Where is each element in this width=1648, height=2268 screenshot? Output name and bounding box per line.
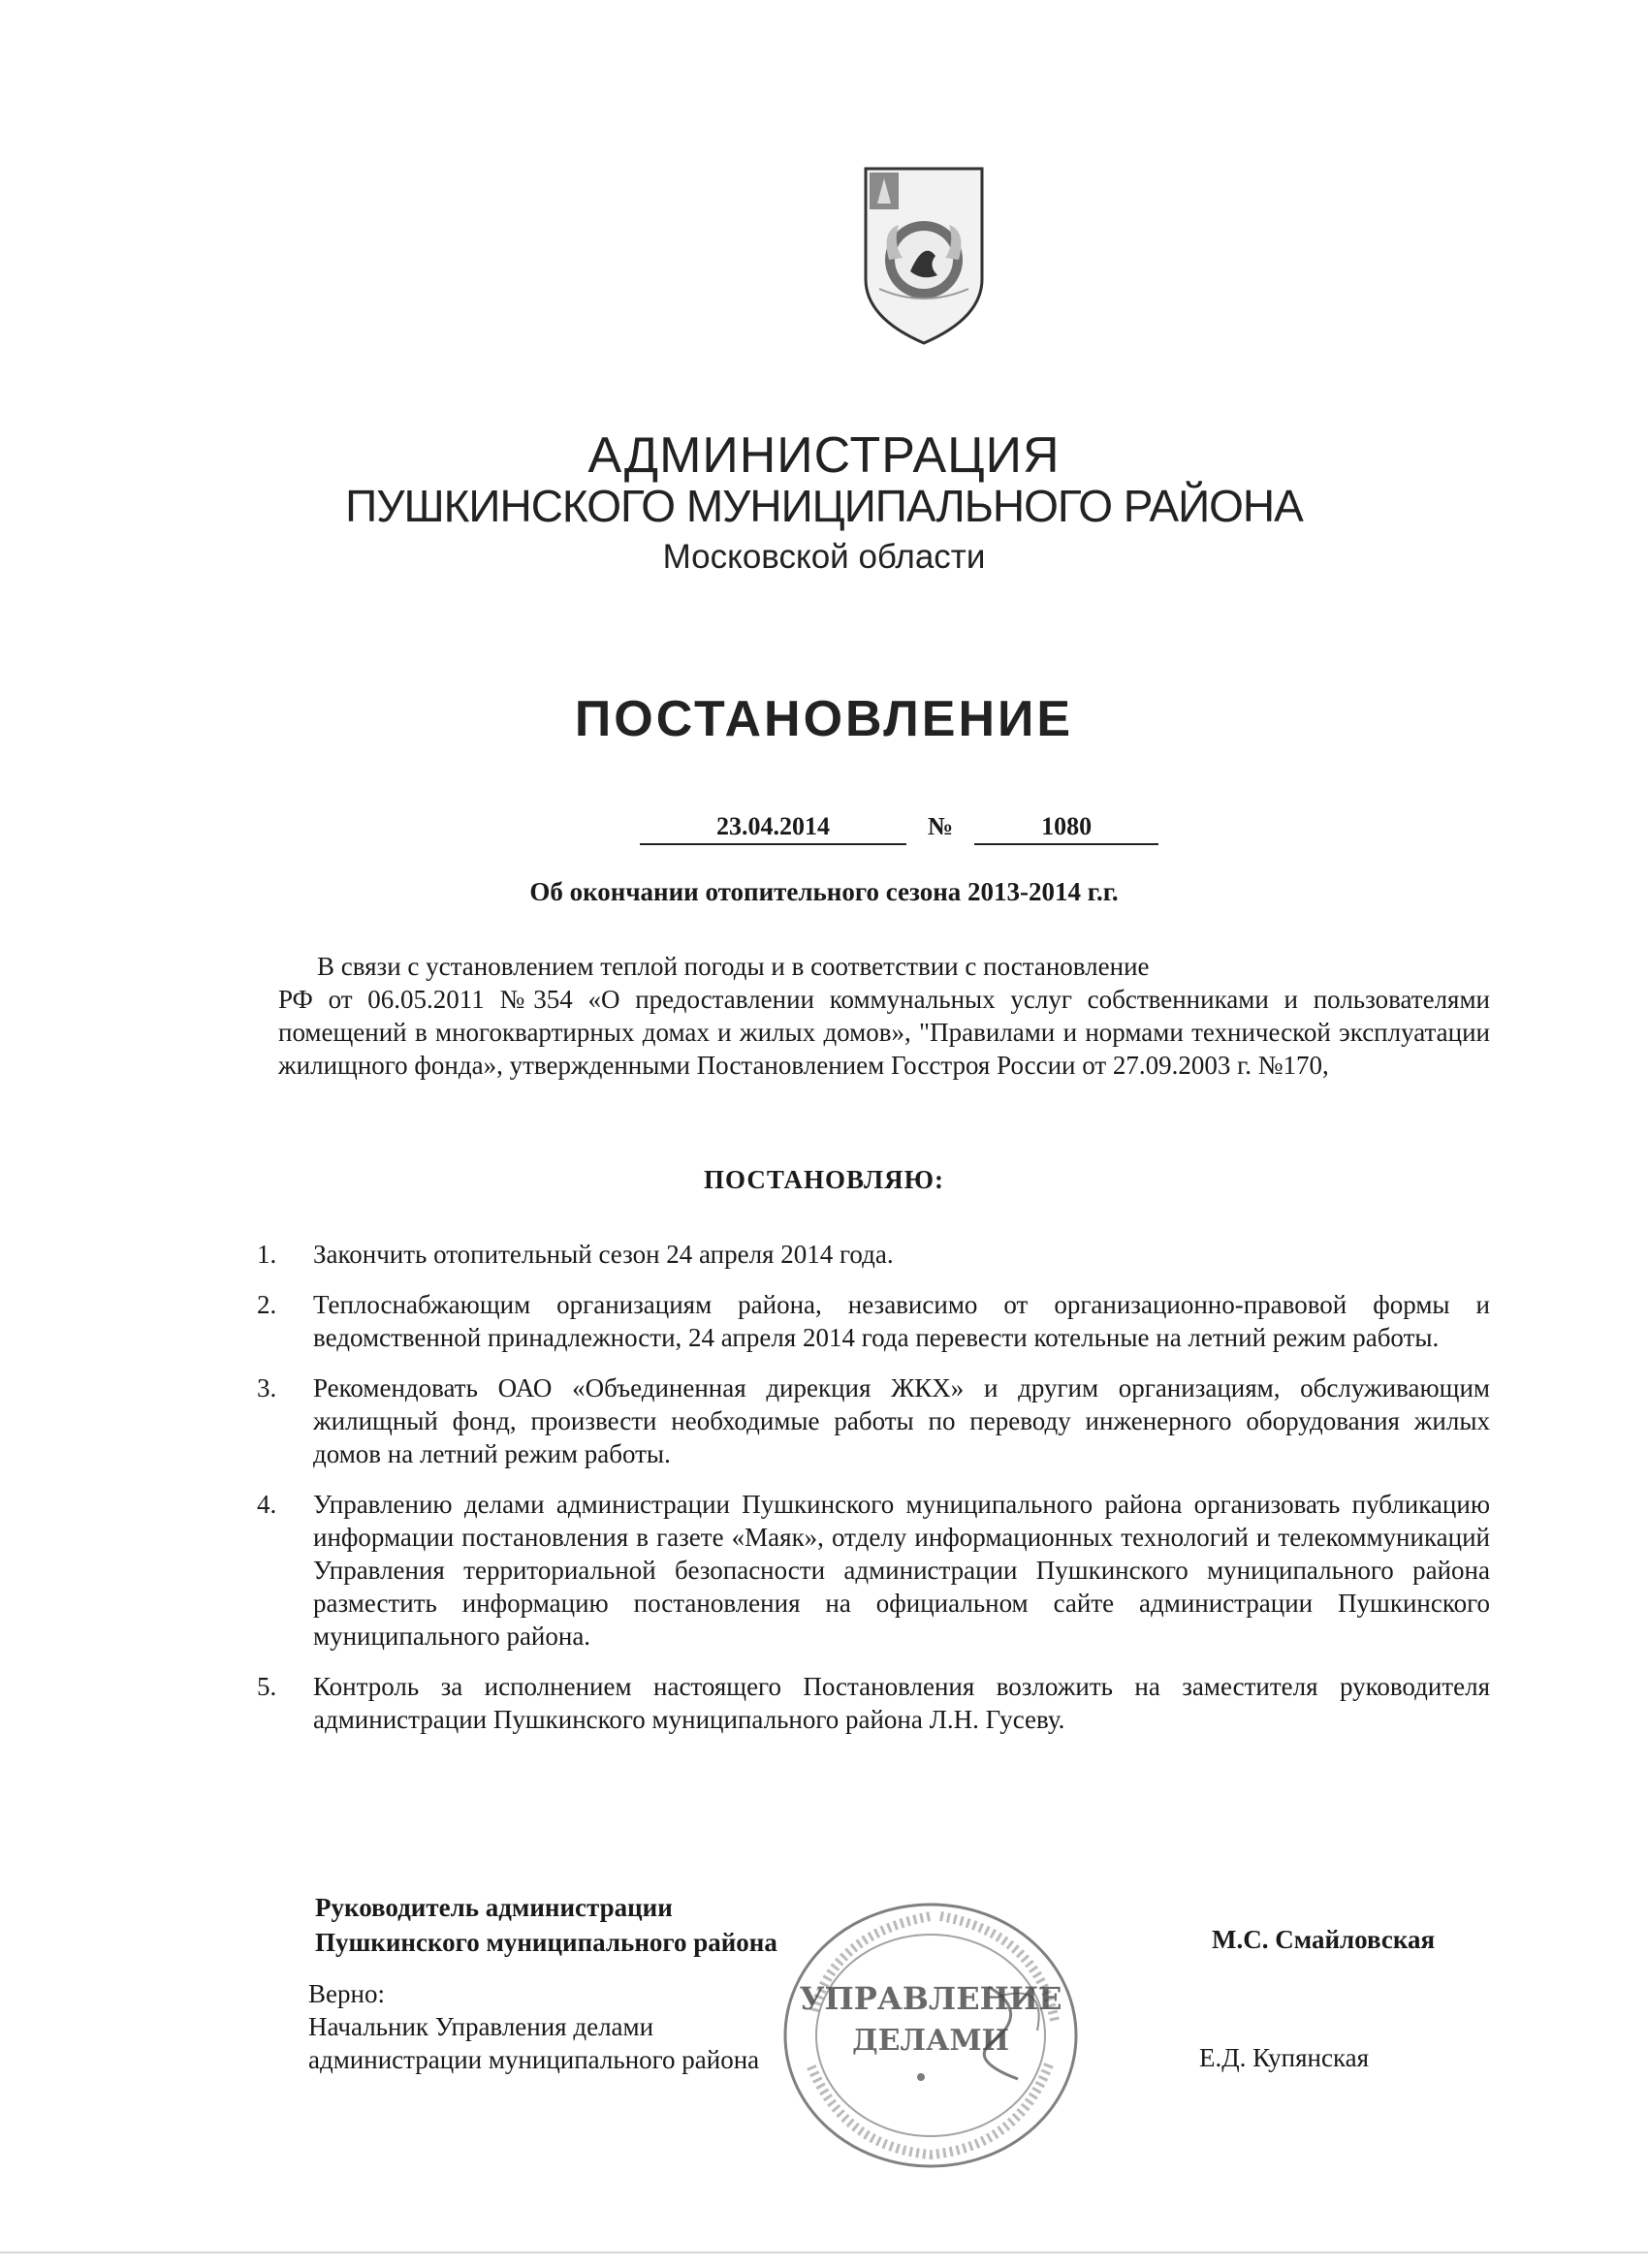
header-org-title: АДМИНИСТРАЦИЯ bbox=[587, 427, 1061, 484]
seal-text-line1: УПРАВЛЕНИЕ bbox=[799, 1980, 1062, 2017]
certifier-name: Е.Д. Купянская bbox=[1199, 2043, 1370, 2072]
document-number: 1080 bbox=[974, 812, 1158, 845]
preamble-first-line: В связи с установлением теплой погоды и в соответствии с постановление bbox=[317, 952, 1150, 981]
item-text: Контроль за исполнением настоящего Постановления возложить на заместителя руководителя администрации Пушкинского муниципального района Л.Н. Гусеву. bbox=[313, 1672, 1490, 1734]
list-item bbox=[257, 1238, 1490, 1271]
signatory-name: М.С. Смайловская bbox=[1212, 1925, 1436, 1954]
list-item bbox=[257, 1670, 1490, 1736]
header-region: Московской области bbox=[662, 538, 986, 576]
item-number: 5. bbox=[257, 1672, 277, 1701]
list-item bbox=[257, 1371, 1490, 1470]
signatory-title-line1: Руководитель администрации bbox=[315, 1893, 673, 1922]
item-number: 3. bbox=[257, 1373, 277, 1402]
coat-of-arms-emblem bbox=[860, 163, 988, 347]
date-number-line bbox=[640, 812, 1158, 845]
item-text: Закончить отопительный сезон 24 апреля 2014 года. bbox=[313, 1240, 894, 1269]
decree-heading: ПОСТАНОВЛЯЮ: bbox=[704, 1165, 944, 1194]
certified-label: Верно: bbox=[308, 1979, 385, 2008]
list-item bbox=[257, 1288, 1490, 1354]
certified-block bbox=[308, 1977, 759, 2076]
item-number: 2. bbox=[257, 1290, 277, 1319]
seal-text-line2: ДЕЛАМИ bbox=[851, 2024, 1010, 2058]
header-district: ПУШКИНСКОГО МУНИЦИПАЛЬНОГО РАЙОНА bbox=[345, 481, 1303, 531]
number-label: № bbox=[928, 812, 954, 840]
certified-line1: Начальник Управления делами bbox=[308, 2012, 654, 2041]
preamble bbox=[278, 950, 1490, 1082]
official-seal-stamp bbox=[776, 1895, 1086, 2176]
item-text: Рекомендовать ОАО «Объединенная дирекция ЖКХ» и другим организациям, обслуживающим жилищный фонд, произвести необходимые работы по переводу инженерного оборудования жилых домов на летний режим работы. bbox=[313, 1373, 1490, 1468]
item-number: 1. bbox=[257, 1240, 277, 1269]
signatory-title bbox=[315, 1890, 777, 1960]
item-text: Теплоснабжающим организациям района, независимо от организационно-правовой формы и ведомственной принадлежности, 24 апреля 2014 года перевести котельные на летний режим работы. bbox=[313, 1290, 1490, 1352]
decree-items-list bbox=[257, 1238, 1490, 1753]
item-text: Управлению делами администрации Пушкинского муниципального района организовать публикацию информации постановления в газете «Маяк», отделу информационных технологий и телекоммуникаций Управления территориальной безопасности администрации Пушкинского муниципального района разместить информацию постановления на официальном сайте администрации Пушкинского муниципального района. bbox=[313, 1490, 1490, 1651]
list-item bbox=[257, 1488, 1490, 1653]
signatory-title-line2: Пушкинского муниципального района bbox=[315, 1928, 777, 1957]
document-title: ПОСТАНОВЛЕНИЕ bbox=[574, 691, 1074, 747]
document-subject: Об окончании отопительного сезона 2013-2014 г.г. bbox=[529, 877, 1119, 906]
certified-line2: администрации муниципального района bbox=[308, 2045, 760, 2074]
item-number: 4. bbox=[257, 1490, 277, 1519]
preamble-text: РФ от 06.05.2011 №354 «О предоставлении коммунальных услуг собственниками и пользователями помещений в многоквартирных домах и жилых домов», "Правилами и нормами технической эксплуатации жилищного фонда», утвержденными Постановлением Госстроя России от 27.09.2003 г. №170, bbox=[278, 985, 1490, 1080]
scan-edge-line bbox=[0, 2252, 1648, 2253]
document-date: 23.04.2014 bbox=[640, 812, 906, 845]
